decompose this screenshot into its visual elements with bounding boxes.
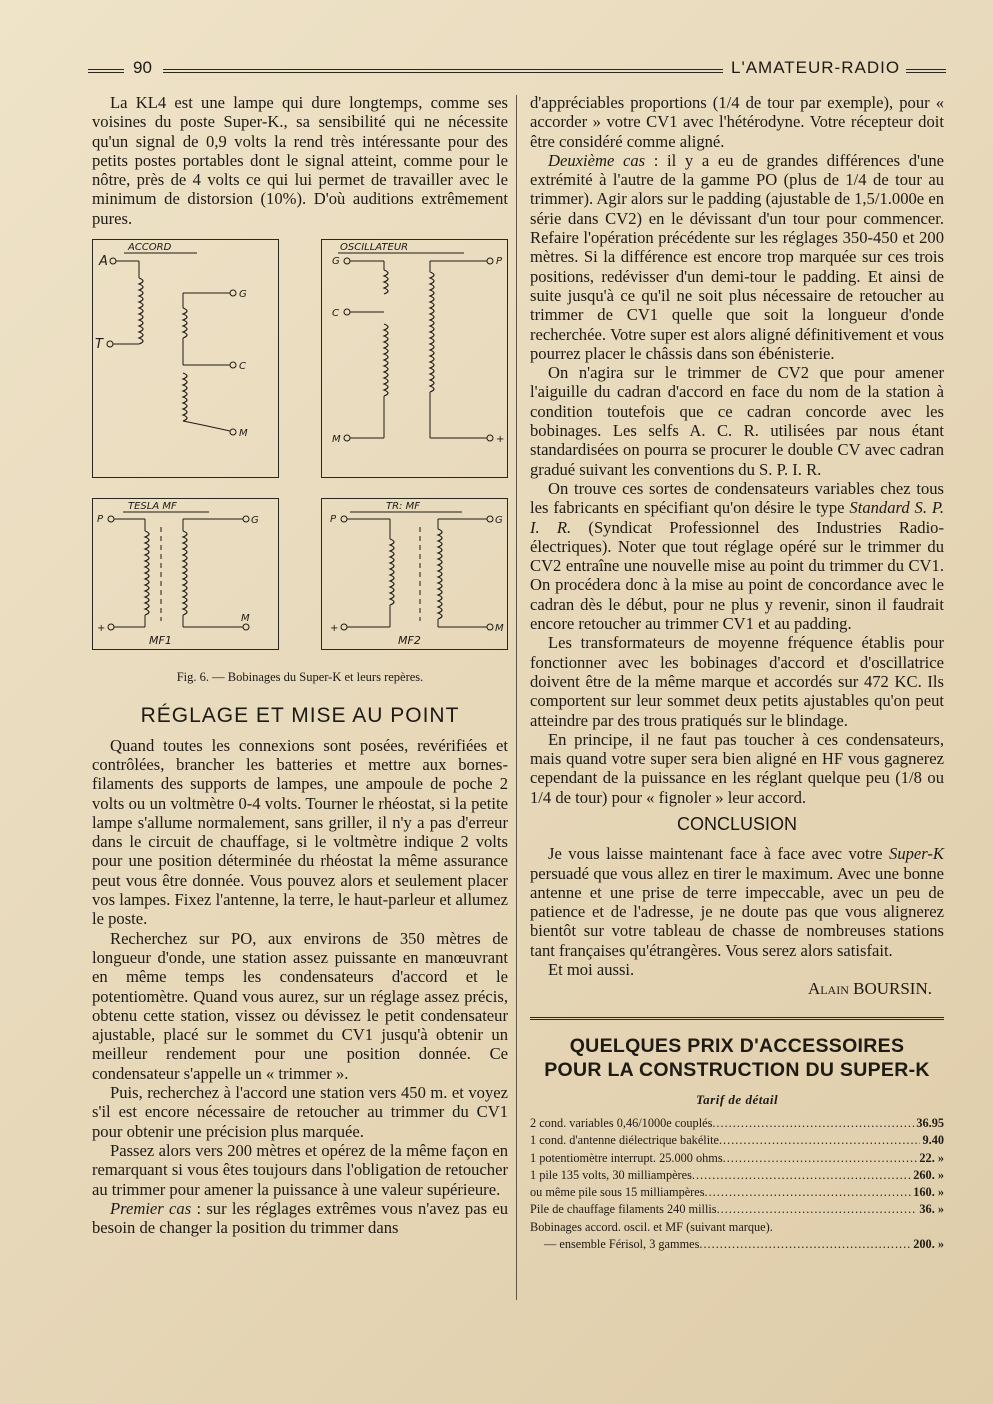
- tesla-label-p: P: [97, 514, 104, 526]
- tesla-label-m: M: [241, 613, 250, 625]
- price-row: [530, 1167, 944, 1184]
- coil-diagram-tr-mf: [321, 498, 508, 650]
- coil-diagram-tesla-mf: [92, 498, 279, 650]
- text: On trouve ces sortes de condensateurs variables chez tous les fabricants en spécifiant qu'on désire le type: [530, 478, 944, 518]
- paragraph: On n'agira sur le trimmer de CV2 que pour amener l'aiguille du cadran d'accord en face du nom de la station à condition toutefois que ce cadran concorde avec les bobinages. Les selfs A. C. R. utilisées par nous étant standardisées on pourra se procurer le double CV avec cadran gradué suivant les conventions du S. P. I. R.: [530, 363, 944, 479]
- page-header: [88, 58, 946, 82]
- paragraph: Recherchez sur PO, aux environs de 350 mètres de longueur d'onde, une station assez puissante en manœuvrant en même temps les condensateurs d'accord et le potentiomètre. Quand vous aurez, sur un réglage assez précis, obtenu cette station, vissez ou dévissez le petit condensateur ajustable, placé sur le sommet du CV1 jusqu'à obtenir un meilleur rendement pour une position donnée. Ce condensateur s'appelle un « trimmer ».: [92, 928, 508, 1083]
- paragraph: Quand toutes les connexions sont posées, revérifiées et contrôlées, brancher les batteries et mettre aux bornes-filaments des supports de lampes, une ampoule de poche 2 volts ou un voltmètre 0-4 volts. Tourner le rhéostat, si la petite lampe s'allume normalement, sans griller, il n'y a pas d'erreur dans le circuit de chauffage, si le voltmètre indique 2 volts pour une position déterminée du rhéostat la même assurance peut vous être donnée. Vous pouvez alors et seulement placer vos lampes. Fixez l'antenne, la terre, le haut-parleur et allumez le poste.: [92, 735, 508, 929]
- price-value: 36.95: [916, 1115, 944, 1130]
- price-label: 2 cond. variables 0,46/1000e couplés: [530, 1115, 713, 1130]
- text: persuadé que vous allez en tirer le maximum. Avec une bonne antenne et une prise de terre impeccable, avec un peu de patience et de l'adresse, je ne doute pas que vous alignerez bientôt sur votre tableau de chasse de nombreuses stations tant françaises qu'étrangères. Vous serez alors satisfait.: [530, 863, 944, 960]
- spacer: [773, 1219, 942, 1236]
- osc-label-c: C: [332, 308, 339, 320]
- author-signature: Alain BOURSIN.: [807, 979, 932, 999]
- accord-label-a: A: [99, 254, 108, 270]
- osc-label-plus: +: [496, 434, 505, 446]
- left-column: [92, 93, 508, 1237]
- price-value: 22. »: [919, 1150, 944, 1165]
- tesla-sub: MF1: [149, 634, 172, 648]
- coil-diagram-oscillateur: [321, 239, 508, 478]
- emphasis: Super-K: [889, 844, 944, 864]
- price-value: 160. »: [913, 1185, 944, 1200]
- price-row: [530, 1219, 944, 1236]
- paragraph: [530, 151, 944, 363]
- accord-label-g: G: [239, 289, 247, 301]
- price-label: 1 cond. d'antenne diélectrique bakélite: [530, 1133, 719, 1148]
- section-heading: RÉGLAGE ET MISE AU POINT: [140, 704, 460, 728]
- tesla-title: TESLA MF: [128, 501, 177, 513]
- price-value: 200. »: [913, 1237, 944, 1252]
- tr-label-g: G: [495, 515, 503, 527]
- text: : sur les réglages extrêmes vous n'avez pas eu besoin de changer la position du trimmer dans: [92, 1198, 508, 1238]
- paragraph: Et moi aussi.: [548, 960, 635, 980]
- figure-row-2: [92, 498, 508, 650]
- paragraph: Puis, recherchez à l'accord une station vers 450 m. et voyez s'il est encore nécessaire de retoucher au trimmer du CV1 pour obtenir une précision plus marquée.: [92, 1083, 508, 1141]
- price-value: 9.40: [922, 1133, 944, 1148]
- right-column: [530, 93, 944, 1253]
- paragraph: [530, 479, 944, 633]
- accord-label-c: C: [239, 361, 246, 373]
- paragraph: d'appréciables proportions (1/4 de tour par exemple), pour « accorder » votre CV1 avec l'hétérodyne. Votre récepteur doit être considéré comme aligné.: [530, 93, 944, 151]
- column-divider: [516, 95, 517, 1300]
- tr-label-m: M: [495, 623, 504, 635]
- price-label: 1 potentiomètre interrupt. 25.000 ohms: [530, 1150, 723, 1165]
- tr-title: TR: MF: [386, 501, 420, 513]
- leader-dots: [723, 1150, 918, 1167]
- emphasis: Standard S. P. I. R.: [530, 498, 944, 537]
- text: : il y a eu de grandes différences d'une extrémité à l'autre de la gamme PO (plus de 1/4 de tour au trimmer). Agir alors sur le padding (ajustable de 1,5/1.000e en série dans CV2) en le dévissant d'un tour pour commencer. Refaire l'opération précédente sur les réglages 350-450 et 200 mètres. Si la différence est encore trop marquée sur ces trois positions, redévisser d'un demi-tour le padding. Et ainsi de suite jusqu'à ce qu'il ne soit plus nécessaire de retoucher au trimmer de CV1 quelle que soit la longueur d'onde recherchée. Votre super est alors aligné définitivement et vous pourrez placer le châssis dans son ébénisterie.: [530, 150, 944, 363]
- header-rule-right: [906, 69, 946, 73]
- leader-dots: [712, 1115, 914, 1132]
- price-row: [530, 1150, 944, 1167]
- header-rule-middle: [163, 69, 723, 73]
- paragraph: Les transformateurs de moyenne fréquence établis pour fonctionner avec les bobinages d'accord et d'oscillatrice doivent être de la même marque et accordés sur 472 KC. Ils comportent sur leur sommet deux petits ajustables qu'on peut atteindre par des trous pratiqués sur le blindage.: [530, 633, 944, 730]
- emphasis: Deuxième cas: [548, 150, 646, 170]
- tesla-label-plus: +: [97, 623, 106, 635]
- paragraph: [92, 1199, 508, 1238]
- price-box-title-2: POUR LA CONSTRUCTION DU SUPER-K: [544, 1058, 930, 1081]
- price-label: ou même pile sous 15 milliampères: [530, 1185, 705, 1200]
- text: Je vous laisse maintenant face à face avec votre: [548, 844, 890, 864]
- intro-paragraph: La KL4 est une lampe qui dure longtemps, comme ses voisines du poste Super-K., sa sensibilité qui ne nécessite qu'un signal de 0,9 volts la rend très intéressante pour des petits postes portables dont le signal atteint, comme pour le nôtre, près de 4 volts ce qui lui permet de travailler avec le minimum de distorsion (10%). D'où auditions extrêmement pures.: [92, 93, 508, 228]
- accord-label-t: T: [95, 337, 103, 353]
- price-row: [530, 1115, 944, 1132]
- osc-label-m: M: [332, 434, 341, 446]
- figure-row-1: [92, 239, 508, 478]
- emphasis: Premier cas: [110, 1198, 192, 1218]
- price-list: [530, 1115, 944, 1253]
- price-row: [530, 1201, 944, 1218]
- osc-label-g: G: [332, 256, 340, 268]
- accord-title: ACCORD: [128, 242, 172, 254]
- text: (Syndicat Professionnel des Industries Radio-électriques). Noter que tout réglage opéré sur le trimmer du CV2 entraîne une nouvelle mise au point du trimmer du CV1. On procédera donc à la mise au point de concordance avec le cadran dès le début, pour ne plus y revenir, sinon il faudrait encore retoucher au trimmer CV1 et au padding.: [530, 517, 945, 634]
- price-label: 1 pile 135 volts, 30 milliampères: [530, 1167, 692, 1182]
- leader-dots: [719, 1132, 920, 1149]
- price-row: [530, 1184, 944, 1201]
- tr-sub: MF2: [398, 634, 421, 648]
- accord-label-m: M: [239, 428, 248, 440]
- figure-caption: Fig. 6. — Bobinages du Super-K et leurs repères.: [176, 670, 424, 685]
- paragraph: [530, 844, 944, 960]
- header-rule-left: [88, 69, 124, 73]
- price-row: [530, 1132, 944, 1149]
- leader-dots: [705, 1184, 912, 1201]
- tesla-label-g: G: [251, 515, 259, 527]
- page-number: 90: [133, 58, 152, 77]
- box-rule: [530, 1017, 944, 1024]
- tr-label-p: P: [330, 514, 337, 526]
- paragraph: En principe, il ne faut pas toucher à ces condensateurs, mais quand votre super sera bien aligné en HF vous gagnerez cependant de la puissance en les réglant quelque peu (1/8 ou 1/4 de tour) pour « fignoler » leur accord.: [530, 729, 944, 807]
- leader-dots: [699, 1236, 911, 1253]
- price-box-subtitle: Tarif de détail: [695, 1091, 779, 1107]
- price-row: [530, 1236, 944, 1253]
- price-value: 260. »: [913, 1167, 944, 1182]
- paragraph: Passez alors vers 200 mètres et opérez de la même façon en remarquant si vous êtes toujours dans l'obligation de retoucher au trimmer pour amener la puissance à une valeur supérieure.: [92, 1140, 508, 1199]
- publication-title: L'AMATEUR-RADIO: [731, 58, 901, 77]
- tr-label-plus: +: [330, 623, 339, 635]
- price-label: Pile de chauffage filaments 240 millis: [530, 1202, 717, 1217]
- osc-title: OSCILLATEUR: [340, 242, 409, 254]
- osc-label-p: P: [496, 256, 503, 268]
- price-label: — ensemble Férisol, 3 gammes: [544, 1237, 700, 1252]
- price-box-title-1: QUELQUES PRIX D'ACCESSOIRES: [569, 1034, 905, 1057]
- price-value: 36. »: [919, 1202, 944, 1217]
- coil-diagram-accord: [92, 239, 279, 478]
- price-label: Bobinages accord. oscil. et MF (suivant marque).: [530, 1219, 773, 1234]
- leader-dots: [692, 1167, 911, 1184]
- leader-dots: [717, 1201, 918, 1218]
- conclusion-heading: CONCLUSION: [676, 813, 797, 834]
